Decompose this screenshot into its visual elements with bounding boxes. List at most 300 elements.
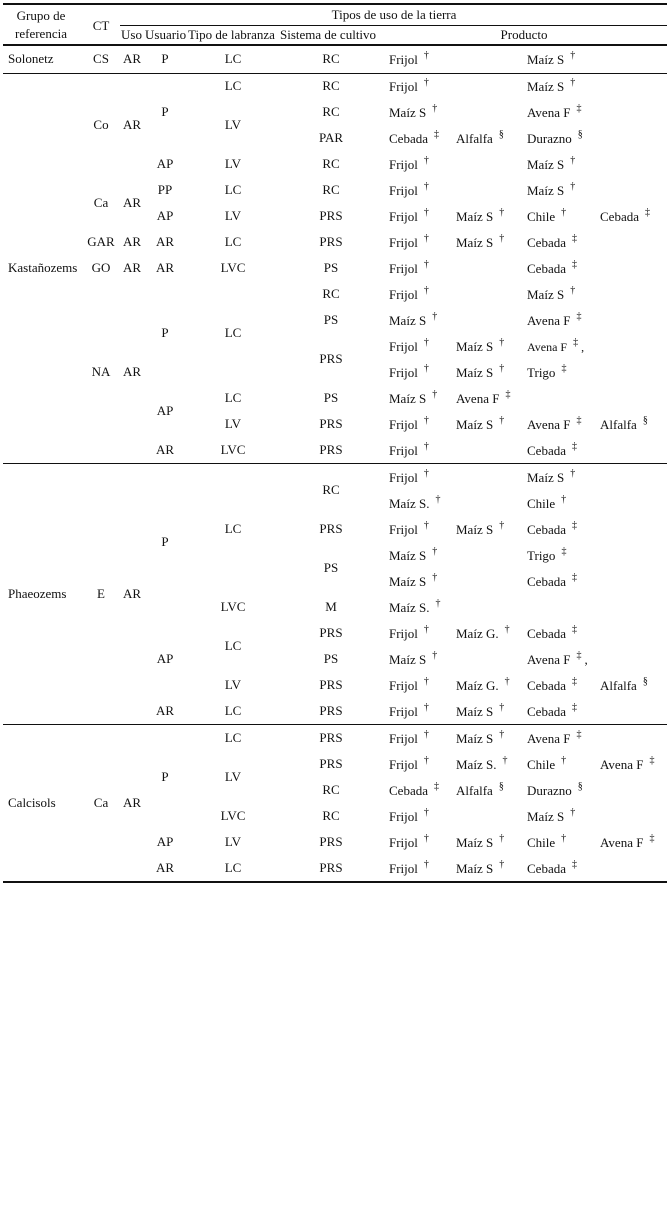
producto-name: Cebada <box>527 678 566 693</box>
usuario-cell: AP <box>156 651 174 666</box>
producto-name: Frijol <box>389 704 418 719</box>
producto-cell <box>527 546 567 565</box>
usuario-cell: AP <box>156 156 174 171</box>
producto-name: Maíz S <box>527 157 565 172</box>
producto-cell <box>527 755 567 774</box>
producto-cell <box>389 781 439 800</box>
footnote-mark: † <box>499 337 505 348</box>
footnote-mark: † <box>423 207 429 218</box>
producto-cell <box>456 389 511 408</box>
producto-name: Cebada <box>527 574 566 589</box>
producto-cell <box>527 50 576 69</box>
producto-cell <box>389 207 429 226</box>
labranza-cell: LC <box>224 182 242 197</box>
labranza-cell: LV <box>224 156 242 171</box>
sistema-cell: PAR <box>318 130 344 145</box>
producto-cell <box>389 494 441 513</box>
separator-comma: , <box>584 652 588 667</box>
producto-cell <box>389 755 429 774</box>
sistema-cell: PS <box>323 651 339 666</box>
footnote-mark: † <box>423 50 429 61</box>
producto-cell <box>527 572 577 591</box>
producto-name: Alfalfa <box>456 131 493 146</box>
sistema-cell: RC <box>322 808 340 823</box>
footnote-mark: † <box>432 572 438 583</box>
producto-cell <box>389 103 438 122</box>
sistema-cell: PRS <box>319 677 343 692</box>
producto-cell <box>389 598 441 617</box>
footnote-mark: † <box>561 207 567 218</box>
footnote-mark: † <box>504 676 510 687</box>
labranza-cell: LC <box>224 234 242 249</box>
producto-name: Maíz S. <box>456 757 497 772</box>
labranza-cell: LC <box>224 325 242 340</box>
producto-name: Maíz S <box>456 365 494 380</box>
producto-name: Frijol <box>389 835 418 850</box>
producto-cell <box>527 494 567 513</box>
producto-name: Frijol <box>389 809 418 824</box>
footnote-mark: † <box>423 233 429 244</box>
footnote-mark: ‡ <box>571 233 577 244</box>
producto-cell <box>527 729 582 748</box>
usuario-cell: P <box>161 104 169 119</box>
producto-cell <box>389 441 429 460</box>
producto-name: Maíz S. <box>389 600 430 615</box>
producto-name: Maíz S <box>389 574 427 589</box>
sistema-cell: RC <box>322 482 340 497</box>
producto-cell <box>456 207 505 226</box>
footnote-mark: † <box>570 155 576 166</box>
producto-cell <box>527 859 577 878</box>
sistema-cell: RC <box>322 286 340 301</box>
producto-cell <box>389 415 429 434</box>
sistema-cell: PRS <box>319 208 343 223</box>
producto-cell <box>527 807 576 826</box>
producto-cell <box>389 129 439 148</box>
footnote-mark: † <box>432 650 438 661</box>
producto-name: Frijol <box>389 79 418 94</box>
sistema-cell: PRS <box>319 442 343 457</box>
labranza-cell: LV <box>224 416 242 431</box>
usuario-cell: P <box>161 534 169 549</box>
producto-cell <box>456 129 504 148</box>
producto-cell <box>389 468 429 487</box>
producto-name: Avena F <box>456 391 500 406</box>
footnote-mark: † <box>502 755 508 766</box>
producto-cell <box>389 181 429 200</box>
producto-name: Maíz S <box>456 835 494 850</box>
sistema-cell: PS <box>323 312 339 327</box>
producto-cell <box>600 755 655 774</box>
sistema-cell: RC <box>322 51 340 66</box>
divider-solonetz <box>3 73 667 74</box>
producto-cell <box>527 129 583 148</box>
labranza-cell: LC <box>224 51 242 66</box>
producto-cell <box>389 311 438 330</box>
footnote-mark: ‡ <box>573 337 579 348</box>
footnote-mark: † <box>499 859 505 870</box>
footnote-mark: † <box>423 77 429 88</box>
sistema-cell: PRS <box>319 625 343 640</box>
usuario-cell: AR <box>155 260 175 275</box>
producto-name: Frijol <box>389 626 418 641</box>
producto-cell <box>527 77 576 96</box>
grupo-referencia: Solonetz <box>8 51 54 66</box>
footnote-mark: † <box>423 859 429 870</box>
producto-cell <box>389 807 429 826</box>
sistema-cell: RC <box>322 104 340 119</box>
producto-cell <box>456 415 505 434</box>
ct-cell: Co <box>93 117 109 132</box>
divider-kastanozems <box>3 463 667 464</box>
labranza-cell: LC <box>224 521 242 536</box>
producto-cell <box>527 103 582 122</box>
sistema-cell: RC <box>322 182 340 197</box>
footnote-mark: † <box>570 77 576 88</box>
producto-cell <box>389 520 429 539</box>
footnote-mark: † <box>570 181 576 192</box>
labranza-cell: LC <box>224 78 242 93</box>
labranza-cell: LVC <box>220 599 246 614</box>
producto-cell <box>389 624 429 643</box>
footnote-mark: § <box>577 781 583 792</box>
grupo-referencia: Phaeozems <box>8 586 67 601</box>
sistema-cell: PS <box>323 560 339 575</box>
producto-name: Frijol <box>389 731 418 746</box>
producto-name: Maíz S <box>527 79 565 94</box>
producto-name: Frijol <box>389 678 418 693</box>
usuario-cell: PP <box>157 182 173 197</box>
producto-name: Maíz S <box>389 391 427 406</box>
producto-name: Cebada <box>389 131 428 146</box>
producto-cell <box>527 337 585 356</box>
footnote-mark: † <box>499 233 505 244</box>
ct-cell: E <box>97 586 105 601</box>
labranza-cell: LC <box>224 638 242 653</box>
producto-name: Frijol <box>389 861 418 876</box>
producto-name: Frijol <box>389 52 418 67</box>
header-producto: Producto <box>500 27 548 42</box>
usuario-cell: AP <box>156 208 174 223</box>
footnote-mark: † <box>499 729 505 740</box>
uso-cell: AR <box>122 795 142 810</box>
producto-name: Maíz S <box>456 209 494 224</box>
producto-name: Frijol <box>389 287 418 302</box>
producto-name: Maíz S <box>389 105 427 120</box>
footnote-mark: † <box>570 807 576 818</box>
footnote-mark: † <box>432 311 438 322</box>
producto-cell <box>527 833 567 852</box>
producto-name: Frijol <box>389 209 418 224</box>
producto-cell <box>456 624 510 643</box>
producto-name: Maíz S <box>456 731 494 746</box>
producto-name: Alfalfa <box>600 417 637 432</box>
producto-name: Maíz S <box>389 548 427 563</box>
footnote-mark: † <box>423 415 429 426</box>
labranza-cell: LV <box>224 677 242 692</box>
sistema-cell: PRS <box>319 834 343 849</box>
producto-cell <box>527 259 577 278</box>
producto-name: Trigo <box>527 548 556 563</box>
producto-cell <box>527 441 577 460</box>
producto-cell <box>456 755 508 774</box>
producto-cell <box>456 729 505 748</box>
sistema-cell: PRS <box>319 521 343 536</box>
producto-name: Avena F <box>527 340 568 354</box>
ct-cell: GAR <box>87 234 115 249</box>
producto-cell <box>389 259 429 278</box>
footnote-mark: ‡ <box>433 129 439 140</box>
producto-cell <box>456 676 510 695</box>
producto-name: Frijol <box>389 157 418 172</box>
producto-name: Cebada <box>527 626 566 641</box>
footnote-mark: † <box>499 833 505 844</box>
producto-name: Cebada <box>527 704 566 719</box>
labranza-cell: LV <box>224 117 242 132</box>
producto-name: Cebada <box>527 261 566 276</box>
footnote-mark: † <box>423 755 429 766</box>
footnote-mark: ‡ <box>571 572 577 583</box>
producto-cell <box>389 389 438 408</box>
sistema-cell: RC <box>322 782 340 797</box>
producto-name: Maíz G. <box>456 678 499 693</box>
sistema-cell: PRS <box>319 756 343 771</box>
footnote-mark: § <box>642 415 648 426</box>
sistema-cell: PS <box>323 260 339 275</box>
footnote-mark: † <box>499 520 505 531</box>
producto-name: Cebada <box>527 522 566 537</box>
producto-cell <box>456 337 505 356</box>
producto-name: Maíz S <box>456 704 494 719</box>
footnote-mark: † <box>423 729 429 740</box>
uso-cell: AR <box>122 586 142 601</box>
footnote-mark: § <box>498 129 504 140</box>
footnote-mark: ‡ <box>576 103 582 114</box>
header-usuario: Usuario <box>145 27 187 42</box>
footnote-mark: ‡ <box>649 755 655 766</box>
producto-name: Maíz S. <box>389 496 430 511</box>
producto-name: Trigo <box>527 365 556 380</box>
producto-name: Chile <box>527 496 556 511</box>
labranza-cell: LV <box>224 769 242 784</box>
footnote-mark: ‡ <box>571 859 577 870</box>
producto-name: Frijol <box>389 365 418 380</box>
labranza-cell: LC <box>224 860 242 875</box>
grupo-referencia: Kastañozems <box>8 260 78 275</box>
producto-cell <box>527 311 582 330</box>
producto-name: Maíz S <box>456 417 494 432</box>
ct-cell: NA <box>91 364 111 379</box>
producto-cell <box>389 833 429 852</box>
producto-cell <box>527 702 577 721</box>
footnote-mark: † <box>423 155 429 166</box>
footnote-mark: § <box>642 676 648 687</box>
producto-name: Cebada <box>527 235 566 250</box>
producto-cell <box>456 859 505 878</box>
footnote-mark: ‡ <box>576 729 582 740</box>
producto-name: Maíz S <box>527 809 565 824</box>
producto-cell <box>389 859 429 878</box>
uso-cell: AR <box>122 364 142 379</box>
sistema-cell: PRS <box>319 703 343 718</box>
uso-cell: AR <box>122 234 142 249</box>
producto-cell <box>527 155 576 174</box>
sistema-cell: M <box>325 599 337 614</box>
header-subrule <box>120 25 667 26</box>
usuario-cell: AP <box>156 403 174 418</box>
producto-name: Frijol <box>389 235 418 250</box>
header-grupo-line1: Grupo de <box>16 8 66 23</box>
producto-name: Maíz S <box>527 52 565 67</box>
producto-name: Avena F <box>527 105 571 120</box>
ct-cell: Ca <box>93 795 109 810</box>
ct-cell: GO <box>91 260 111 275</box>
producto-name: Maíz G. <box>456 626 499 641</box>
footnote-mark: ‡ <box>571 624 577 635</box>
usuario-cell: AR <box>155 442 175 457</box>
footnote-mark: † <box>561 755 567 766</box>
footnote-mark: † <box>423 833 429 844</box>
producto-cell <box>527 363 567 382</box>
labranza-cell: LV <box>224 208 242 223</box>
producto-name: Maíz S <box>456 861 494 876</box>
ct-cell: Ca <box>93 195 109 210</box>
usuario-cell: P <box>161 51 169 66</box>
grupo-referencia: Calcisols <box>8 795 56 810</box>
footnote-mark: † <box>423 676 429 687</box>
usuario-cell: AR <box>155 860 175 875</box>
usuario-cell: AP <box>156 834 174 849</box>
divider-phaeozems <box>3 724 667 725</box>
footnote-mark: † <box>423 181 429 192</box>
footnote-mark: † <box>423 702 429 713</box>
footnote-mark: † <box>570 50 576 61</box>
producto-cell <box>456 363 505 382</box>
producto-name: Maíz S <box>527 183 565 198</box>
producto-cell <box>527 468 576 487</box>
footnote-mark: † <box>504 624 510 635</box>
footnote-mark: ‡ <box>571 676 577 687</box>
producto-name: Maíz S <box>389 652 427 667</box>
footnote-mark: † <box>423 624 429 635</box>
footnote-mark: ‡ <box>433 781 439 792</box>
footnote-mark: § <box>498 781 504 792</box>
footnote-mark: ‡ <box>576 650 582 661</box>
footnote-mark: † <box>499 363 505 374</box>
producto-cell <box>600 833 655 852</box>
header-tipos-uso: Tipos de uso de la tierra <box>331 7 457 22</box>
labranza-cell: LC <box>224 730 242 745</box>
producto-cell <box>389 546 438 565</box>
producto-cell <box>389 676 429 695</box>
header-uso: Uso <box>121 27 142 42</box>
producto-cell <box>527 207 567 226</box>
footnote-mark: † <box>423 520 429 531</box>
sistema-cell: RC <box>322 156 340 171</box>
producto-cell <box>456 233 505 252</box>
producto-name: Avena F <box>527 731 571 746</box>
producto-cell <box>527 285 576 304</box>
footnote-mark: † <box>435 598 441 609</box>
footnote-mark: † <box>499 415 505 426</box>
producto-cell <box>527 233 577 252</box>
producto-cell <box>527 520 577 539</box>
producto-cell <box>600 415 648 434</box>
labranza-cell: LC <box>224 703 242 718</box>
uso-cell: AR <box>122 51 142 66</box>
footnote-mark: ‡ <box>649 833 655 844</box>
producto-name: Chile <box>527 757 556 772</box>
footnote-mark: † <box>423 285 429 296</box>
producto-name: Alfalfa <box>600 678 637 693</box>
separator-comma: , <box>581 340 585 354</box>
sistema-cell: RC <box>322 78 340 93</box>
footnote-mark: † <box>423 259 429 270</box>
producto-name: Avena F <box>600 835 644 850</box>
footnote-mark: † <box>423 807 429 818</box>
footnote-mark: † <box>570 468 576 479</box>
sistema-cell: PRS <box>319 416 343 431</box>
producto-name: Chile <box>527 209 556 224</box>
footnote-mark: ‡ <box>505 389 511 400</box>
producto-name: Maíz S <box>527 287 565 302</box>
sistema-cell: PS <box>323 390 339 405</box>
producto-cell <box>600 676 648 695</box>
producto-cell <box>389 77 429 96</box>
producto-name: Maíz S <box>527 470 565 485</box>
producto-name: Cebada <box>527 443 566 458</box>
producto-name: Avena F <box>527 313 571 328</box>
producto-name: Chile <box>527 835 556 850</box>
footnote-mark: ‡ <box>644 207 650 218</box>
usuario-cell: P <box>161 769 169 784</box>
footnote-mark: † <box>435 494 441 505</box>
producto-name: Avena F <box>527 652 571 667</box>
producto-name: Frijol <box>389 261 418 276</box>
producto-name: Frijol <box>389 443 418 458</box>
usuario-cell: AR <box>155 703 175 718</box>
uso-cell: AR <box>122 195 142 210</box>
footnote-mark: † <box>432 389 438 400</box>
producto-cell <box>389 729 429 748</box>
labranza-cell: LVC <box>220 442 246 457</box>
top-rule <box>3 3 667 5</box>
producto-cell <box>389 285 429 304</box>
footnote-mark: † <box>561 833 567 844</box>
producto-name: Frijol <box>389 183 418 198</box>
producto-cell <box>456 781 504 800</box>
producto-name: Cebada <box>389 783 428 798</box>
producto-cell <box>527 624 577 643</box>
producto-name: Maíz S <box>389 313 427 328</box>
producto-name: Frijol <box>389 470 418 485</box>
producto-name: Frijol <box>389 417 418 432</box>
sistema-cell: PRS <box>319 351 343 366</box>
footnote-mark: † <box>499 207 505 218</box>
producto-name: Cebada <box>600 209 639 224</box>
producto-name: Maíz S <box>456 339 494 354</box>
footnote-mark: ‡ <box>576 311 582 322</box>
producto-name: Maíz S <box>456 235 494 250</box>
producto-cell <box>527 181 576 200</box>
labranza-cell: LVC <box>220 260 246 275</box>
footnote-mark: † <box>423 441 429 452</box>
footnote-mark: † <box>432 546 438 557</box>
producto-cell <box>389 363 429 382</box>
producto-cell <box>600 207 650 226</box>
labranza-cell: LV <box>224 834 242 849</box>
footnote-mark: ‡ <box>571 441 577 452</box>
